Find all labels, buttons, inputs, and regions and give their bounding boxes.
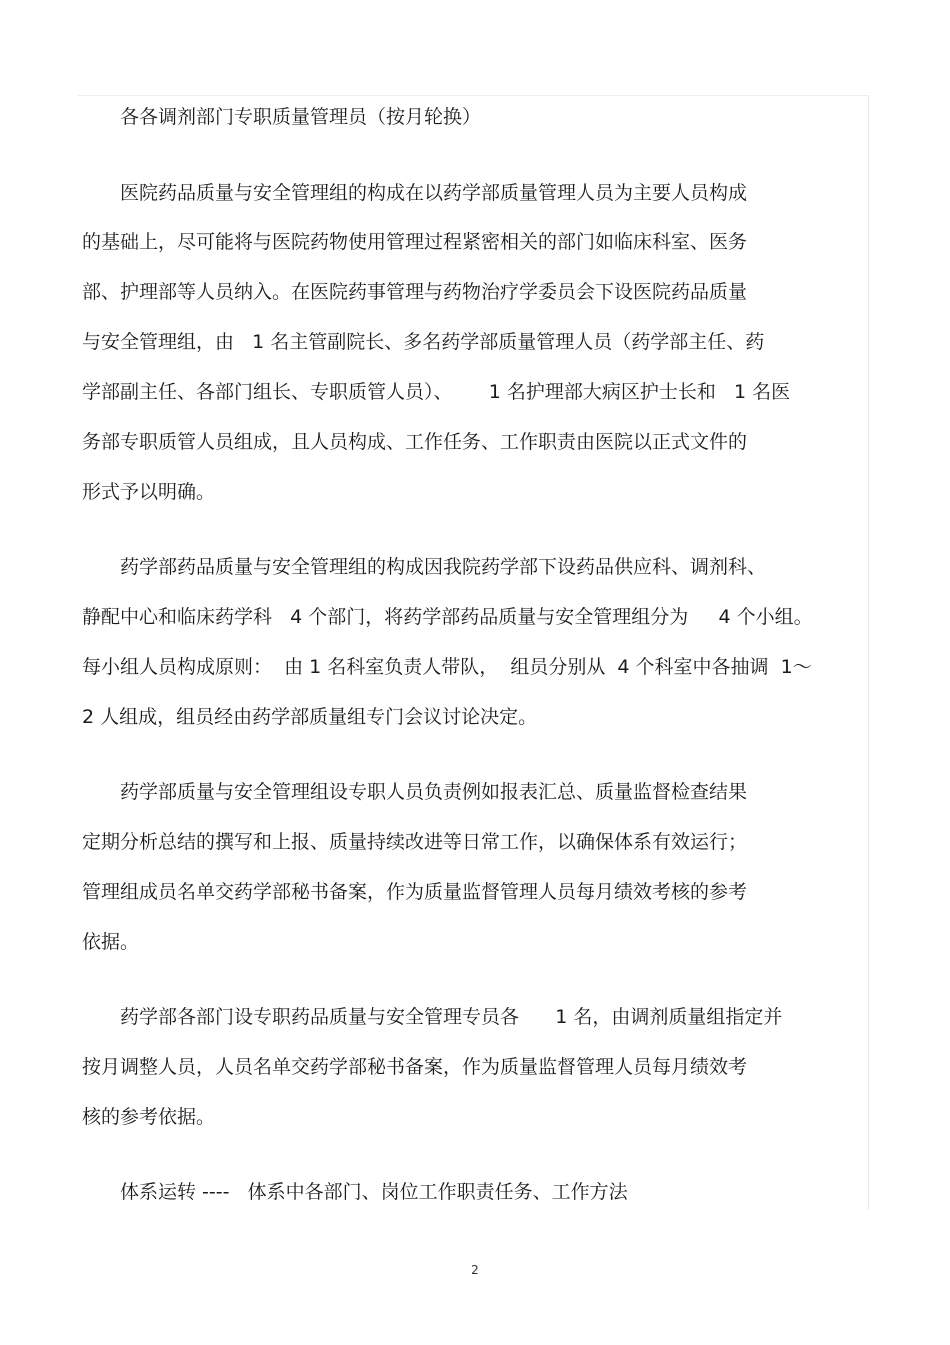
paragraph-1-line-7: 形式予以明确。 [82, 481, 216, 503]
paragraph-1-line-4: 与安全管理组，由 1 名主管副院长、多名药学部质量管理人员（药学部主任、药 [82, 331, 765, 353]
paragraph-3-line-2: 定期分析总结的撰写和上报、质量持续改进等日常工作，以确保体系有效运行； [82, 831, 748, 853]
paragraph-1-line-6: 务部专职质管人员组成，且人员构成、工作任务、工作职责由医院以正式文件的 [82, 431, 748, 453]
page-frame [78, 95, 869, 1210]
paragraph-4-line-1: 药学部各部门设专职药品质量与安全管理专员各 1 名，由调剂质量组指定并 [120, 1006, 783, 1028]
paragraph-2-line-1: 药学部药品质量与安全管理组的构成因我院药学部下设药品供应科、调剂科、 [120, 556, 767, 578]
paragraph-2-line-4: 2 人组成，组员经由药学部质量组专门会议讨论决定。 [82, 706, 538, 728]
paragraph-1-line-5: 学部副主任、各部门组长、专职质管人员）、 1 名护理部大病区护士长和 1 名医 [82, 381, 791, 403]
paragraph-1-line-1: 医院药品质量与安全管理组的构成在以药学部质量管理人员为主要人员构成 [120, 182, 748, 204]
page-number: 2 [471, 1263, 479, 1277]
paragraph-4-line-2: 按月调整人员，人员名单交药学部秘书备案，作为质量监督管理人员每月绩效考 [82, 1056, 748, 1078]
paragraph-3-line-1: 药学部质量与安全管理组设专职人员负责例如报表汇总、质量监督检查结果 [120, 781, 748, 803]
paragraph-2-line-2: 静配中心和临床药学科 4 个部门，将药学部药品质量与安全管理组分为 4 个小组。 [82, 606, 813, 628]
section-footer-line: 体系运转 ---- 体系中各部门、岗位工作职责任务、工作方法 [120, 1181, 628, 1203]
paragraph-2-line-3: 每小组人员构成原则： 由 1 名科室负责人带队， 组员分别从 4 个科室中各抽调 1～ [82, 656, 812, 678]
section-heading: 各各调剂部门专职质量管理员（按月轮换） [120, 106, 482, 128]
paragraph-3-line-3: 管理组成员名单交药学部秘书备案，作为质量监督管理人员每月绩效考核的参考 [82, 881, 748, 903]
paragraph-3-line-4: 依据。 [82, 931, 140, 953]
paragraph-1-line-3: 部、护理部等人员纳入。在医院药事管理与药物治疗学委员会下设医院药品质量 [82, 281, 748, 303]
paragraph-1-line-2: 的基础上，尽可能将与医院药物使用管理过程紧密相关的部门如临床科室、医务 [82, 231, 748, 253]
paragraph-4-line-3: 核的参考依据。 [82, 1106, 216, 1128]
